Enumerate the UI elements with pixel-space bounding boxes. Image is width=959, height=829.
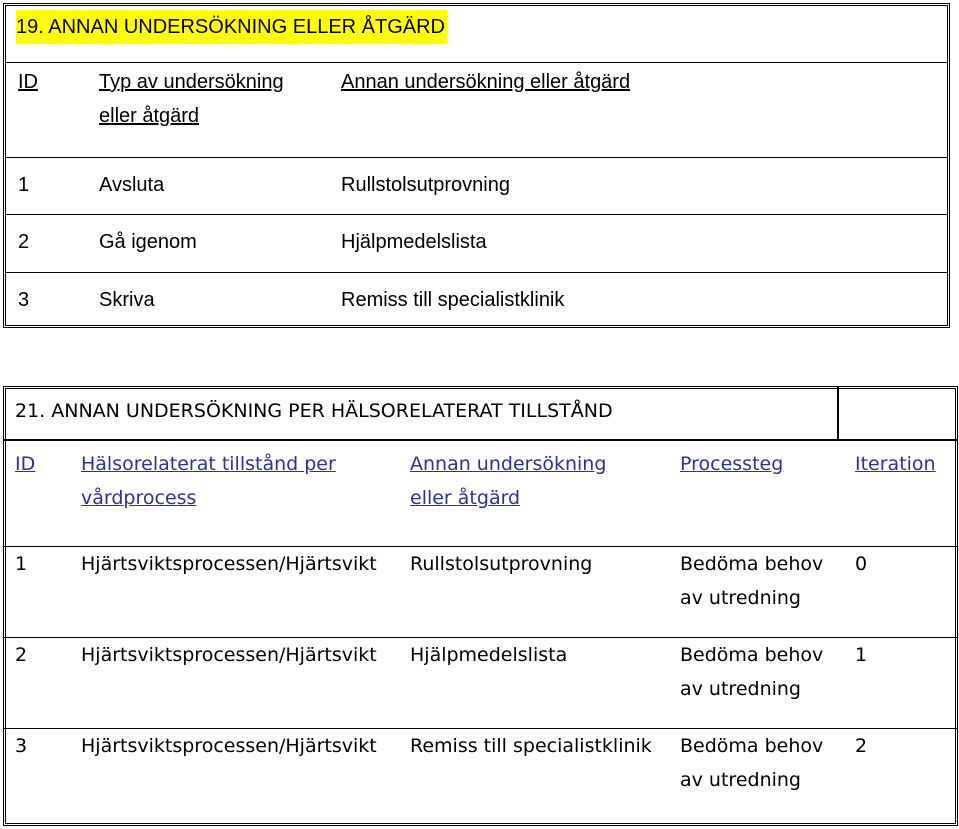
table-21-title: 21. ANNAN UNDERSÖKNING PER HÄLSORELATERAT TILLSTÅND — [15, 400, 613, 422]
cell-id: 3 — [18, 289, 30, 311]
table-21 — [3, 386, 958, 826]
table-19-title: 19. ANNAN UNDERSÖKNING ELLER ÅTGÄRD — [16, 10, 447, 44]
cell-id: 2 — [18, 231, 30, 253]
table-row — [6, 215, 947, 273]
cell-other: Hjälpmedelslista — [410, 644, 568, 666]
title-divider — [837, 386, 839, 439]
header-other: Annan undersökning eller åtgärd — [341, 71, 631, 93]
row-line — [3, 439, 958, 441]
cell-id: 1 — [18, 174, 30, 196]
cell-id: 2 — [15, 644, 28, 666]
header-type: Typ av undersökning eller åtgärd — [99, 71, 284, 127]
header-id: ID — [15, 453, 36, 475]
cell-type: Avsluta — [99, 174, 165, 196]
table-row — [6, 273, 947, 325]
header-processteg: Processteg — [680, 453, 784, 475]
cell-id: 3 — [15, 735, 28, 757]
cell-processteg: Bedöma behov av utredning — [680, 553, 824, 609]
cell-iteration: 1 — [855, 644, 868, 666]
cell-processteg: Bedöma behov av utredning — [680, 644, 824, 700]
cell-other: Remiss till specialistklinik — [341, 289, 565, 311]
cell-id: 1 — [15, 553, 28, 575]
cell-type: Skriva — [99, 289, 155, 311]
cell-condition: Hjärtsviktsprocessen/Hjärtsvikt — [81, 553, 377, 575]
cell-other: Rullstolsutprovning — [410, 553, 593, 575]
table-row — [6, 158, 947, 215]
table-19-title-row — [6, 6, 947, 63]
cell-condition: Hjärtsviktsprocessen/Hjärtsvikt — [81, 644, 377, 666]
cell-type: Gå igenom — [99, 231, 197, 253]
header-other: Annan undersökning eller åtgärd — [410, 453, 607, 509]
table-19-header-row — [6, 63, 947, 158]
cell-processteg: Bedöma behov av utredning — [680, 735, 824, 791]
cell-iteration: 2 — [855, 735, 868, 757]
header-id: ID — [18, 71, 38, 93]
header-iteration: Iteration — [855, 453, 936, 475]
cell-iteration: 0 — [855, 553, 868, 575]
cell-other: Remiss till specialistklinik — [410, 735, 652, 757]
cell-condition: Hjärtsviktsprocessen/Hjärtsvikt — [81, 735, 377, 757]
cell-other: Rullstolsutprovning — [341, 174, 510, 196]
table-19 — [3, 3, 950, 328]
header-condition: Hälsorelaterat tillstånd per vårdprocess — [81, 453, 336, 509]
cell-other: Hjälpmedelslista — [341, 231, 487, 253]
